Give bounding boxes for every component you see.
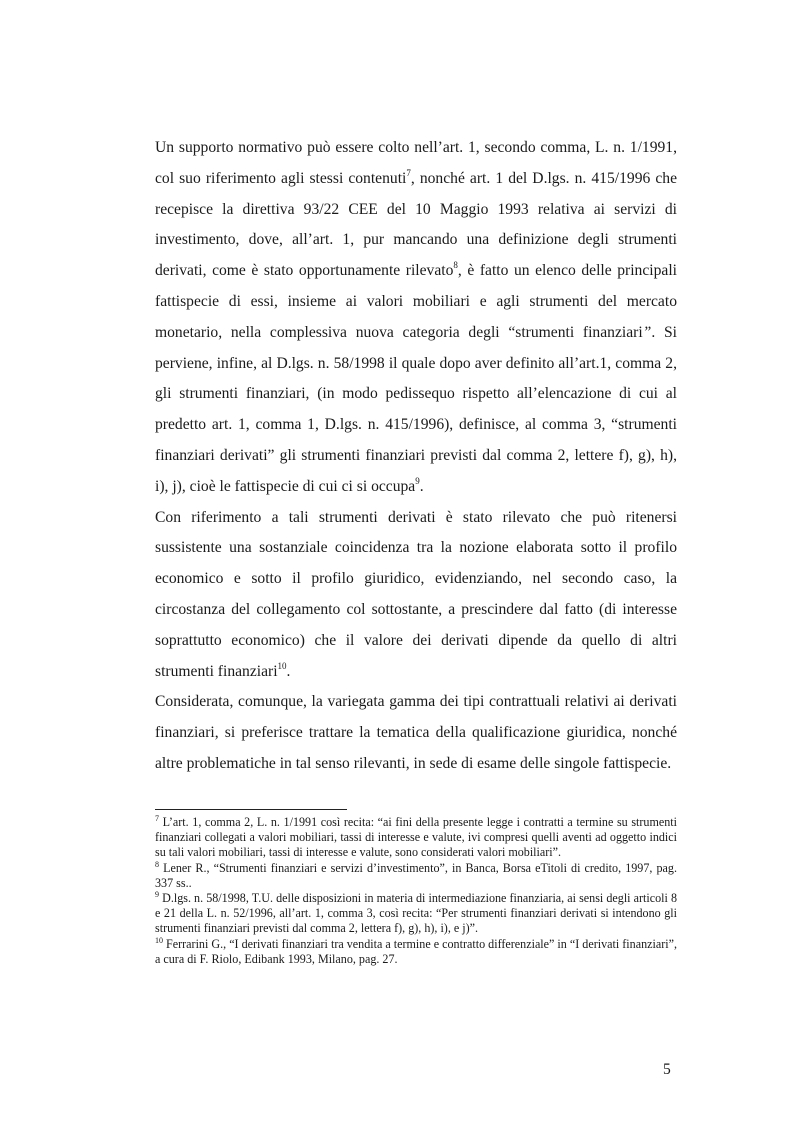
body-text: [155, 133, 677, 780]
footnote-ref-10: 10: [277, 660, 287, 671]
footnote-text: D.lgs. n. 58/1998, T.U. delle disposizioni in materia di intermediazione finanziaria, ai sensi degli articoli 8 e 21 della L. n. 52/1996, all’art. 1, comma 3, così recita: “Per strumenti finanziari derivati si intendono gli strumenti finanziari previsti dal comma 2, lettera f), g), h), i), e j)”.: [155, 891, 677, 936]
footnote-number: 9: [155, 890, 159, 900]
paragraph-1-italic-quote: ”: [642, 323, 652, 341]
paragraph-1-text-d: . Si perviene, infine, al D.lgs. n. 58/1998 il quale dopo aver definito all’art.1, comma 2, gli strumenti finanziari, (in modo pedissequo rispetto all’elencazione di cui al predetto art. 1, comma 1, D.lgs. n. 415/1996), definisce, al comma 3, “strumenti finanziari derivati” gli strumenti finanziari previsti dal comma 2, lettere f), g), h), i), j), cioè le fattispecie di cui ci si occupa: [155, 323, 677, 495]
footnote-text: Ferrarini G., “I derivati finanziari tra vendita a termine e contratto differenziale” in “I derivati finanziari”, a cura di F. Riolo, Edibank 1993, Milano, pag. 27.: [155, 936, 677, 966]
page-number: 5: [663, 1061, 671, 1078]
footnote-ref-9: 9: [415, 475, 420, 486]
paragraph-1-text-c: , è fatto un elenco delle principali fattispecie di essi, insieme ai valori mobiliari e agli strumenti del mercato monetario, nella complessiva nuova categoria degli “strumenti finanziari: [155, 262, 677, 341]
footnote-ref-7: 7: [406, 167, 411, 178]
paragraph-2-text-b: .: [286, 662, 291, 680]
footnote-number: 10: [155, 935, 163, 945]
footnote-9: [155, 891, 677, 937]
paragraph-1-text-e: .: [419, 477, 424, 495]
footnote-number: 7: [155, 814, 159, 823]
paragraph-1-text-b: , nonché art. 1 del D.lgs. n. 415/1996 che recepisce la direttiva 93/22 CEE del 10 Maggio 1993 relativa ai servizi di investimento, dove, all’art. 1, pur mancando una definizione degli strumenti derivati, come è stato opportunamente rilevato: [155, 169, 677, 280]
footnote-text: Lener R., “Strumenti finanziari e servizi d’investimento”, in Banca, Borsa eTitoli di credito, 1997, pag. 337 ss..: [155, 860, 677, 890]
paragraph-3: Considerata, comunque, la variegata gamma dei tipi contrattuali relativi ai derivati finanziari, si preferisce trattare la tematica della qualificazione giuridica, nonché altre problematiche in tal senso rilevanti, in sede di esame delle singole fattispecie.: [155, 693, 677, 772]
footnote-text: L’art. 1, comma 2, L. n. 1/1991 così recita: “ai fini della presente legge i contratti a termine su strumenti finanziari collegati a valori mobiliari, tassi di interesse e valute, ivi compresi quelli aventi ad oggetto indici su tali valori mobiliari, tassi di interesse e valute, sono considerati valori mobiliari”.: [155, 815, 677, 860]
footnotes: [155, 815, 677, 967]
footnote-ref-8: 8: [453, 260, 458, 271]
paragraph-2: [155, 503, 677, 688]
footnote-8: [155, 861, 677, 891]
footnote-number: 8: [155, 859, 159, 869]
paragraph-1: [155, 133, 677, 503]
footnote-10: [155, 937, 677, 967]
paragraph-2-text-a: Con riferimento a tali strumenti derivati è stato rilevato che può ritenersi sussistente una sostanziale coincidenza tra la nozione elaborata sotto il profilo economico e sotto il profilo giuridico, evidenziando, nel secondo caso, la circostanza del collegamento col sottostante, a prescindere dal fatto (di interesse soprattutto economico) che il valore dei derivati dipende da quello di altri strumenti finanziari: [155, 508, 677, 680]
paragraph-1-text-a: Un supporto normativo può essere colto nell’art. 1, secondo comma, L. n. 1/1991, col suo riferimento agli stessi contenuti: [155, 139, 677, 187]
footnote-separator: [155, 809, 347, 810]
footnote-7: [155, 815, 677, 861]
